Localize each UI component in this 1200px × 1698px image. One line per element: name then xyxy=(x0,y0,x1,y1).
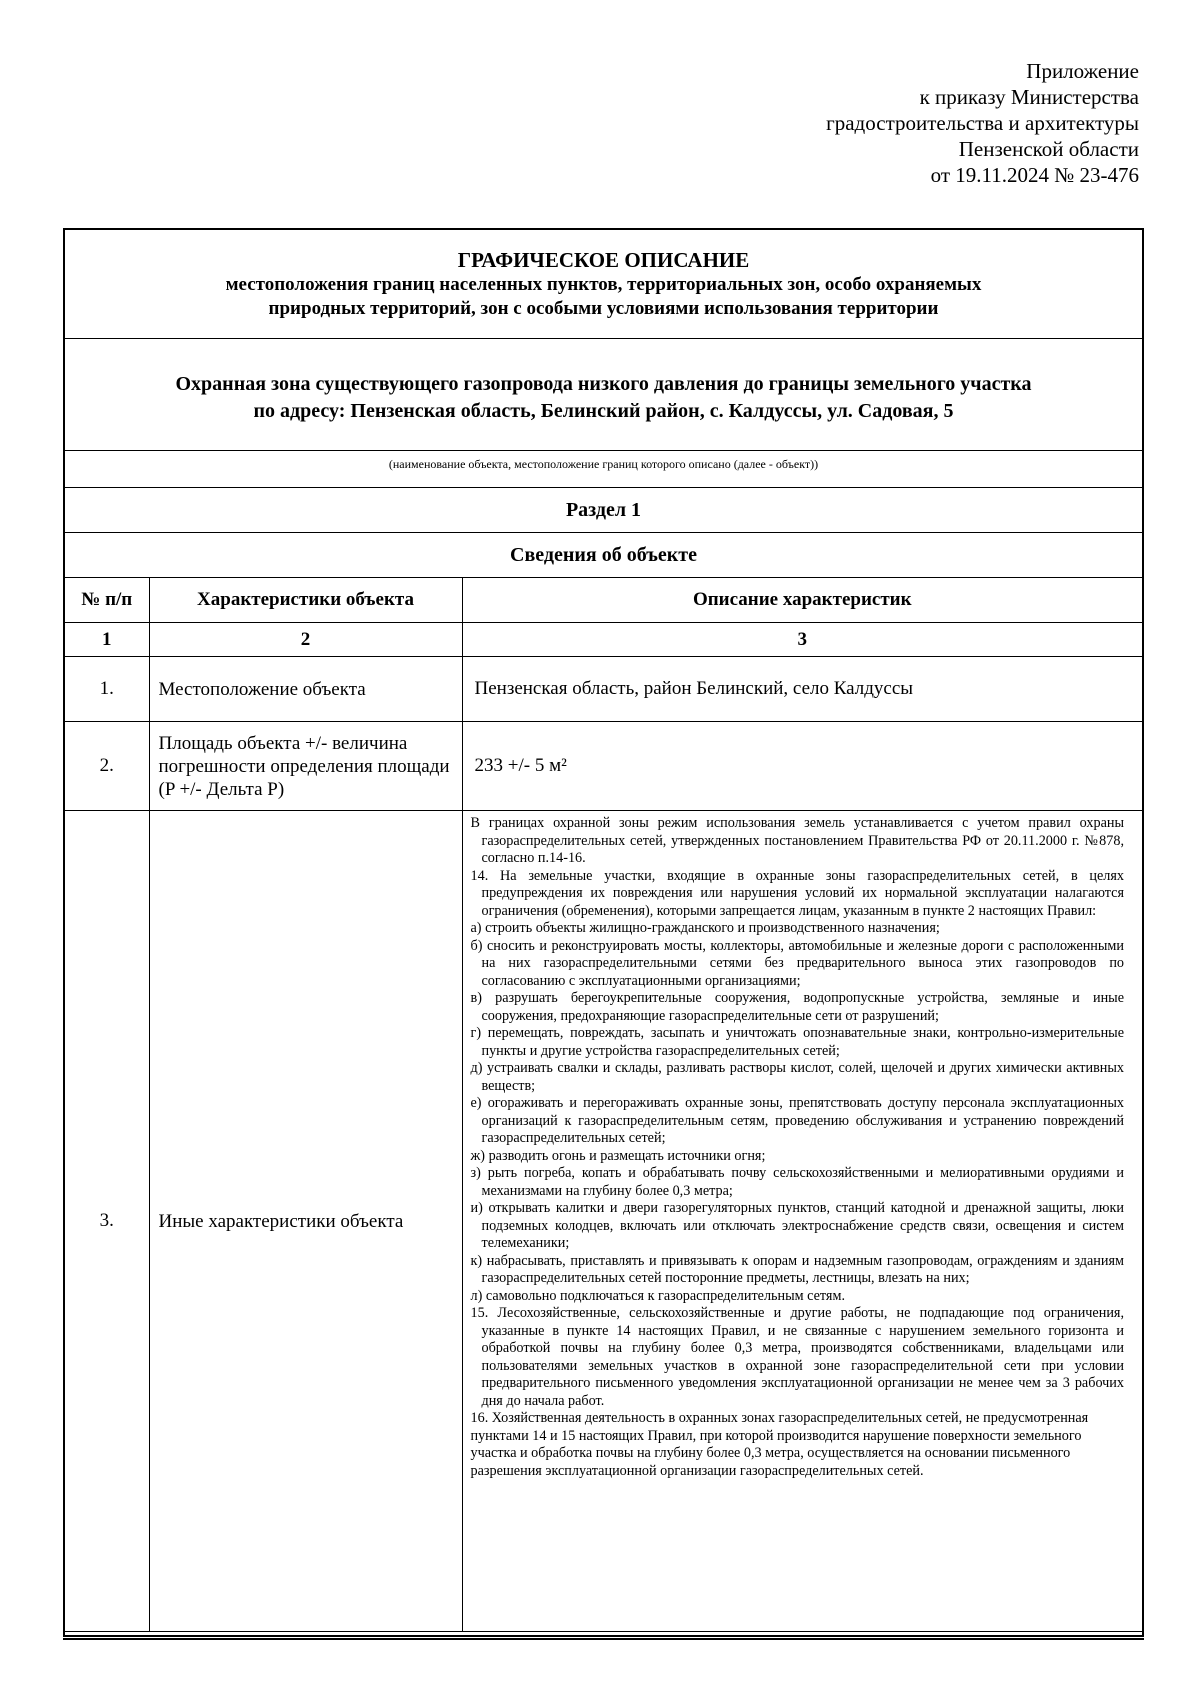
object-name-note: (наименование объекта, местоположение границ которого описано (далее - объект)) xyxy=(65,451,1142,488)
title-block xyxy=(65,230,1142,339)
bottom-border-line xyxy=(63,1638,1144,1640)
row-characteristic: Площадь объекта +/- величина погрешности определения площади (P +/- Дельта P) xyxy=(149,722,462,811)
table-row xyxy=(65,657,1142,722)
document-subtitle-line: природных территорий, зон с особыми условиями использования территории xyxy=(268,298,939,319)
rule-paragraph: и) открывать калитки и двери газорегуляторных пунктов, станций катодной и дренажной защиты, люки подземных колодцев, включать или отключать электроснабжение средств связи, освещения и систем телемеханики; xyxy=(470,1200,1124,1251)
description-table xyxy=(65,230,1142,1632)
rule-paragraph: б) сносить и реконструировать мосты, коллекторы, автомобильные и железные дороги с расположенными на них газораспределительными сетями без предварительного выноса этих газопроводов по согласованию с эксплуатационными организациями; xyxy=(470,937,1124,989)
row-description: 233 +/- 5 м² xyxy=(462,722,1142,811)
document-subtitle-line: местоположения границ населенных пунктов, территориальных зон, особо охраняемых xyxy=(225,274,982,295)
header-cell: Характеристики объекта xyxy=(149,578,462,623)
table-header-row xyxy=(65,578,1142,623)
rule-paragraph: е) огораживать и перегораживать охранные зоны, препятствовать доступу персонала эксплуатационных организаций к газораспределительным сетям, проведению обслуживания и устранению повреждений газораспределительных сетей; xyxy=(470,1095,1124,1146)
rule-paragraph: л) самовольно подключаться к газораспределительным сетям. xyxy=(470,1287,845,1304)
column-number: 1 xyxy=(65,623,149,657)
rule-paragraph: В границах охранной зоны режим использования земель устанавливается с учетом правил охраны газораспределительных сетей, утвержденных постановлением Правительства РФ от 20.11.2000 г. №878, согласно п.14-16. xyxy=(470,815,1124,866)
appendix-line: Пензенской области xyxy=(958,137,1139,161)
row-characteristic: Местоположение объекта xyxy=(149,657,462,722)
rule-paragraph: з) рыть погреба, копать и обрабатывать почву сельскохозяйственными и мелиоративными орудиями и механизмами на глубину более 0,3 метра; xyxy=(470,1165,1124,1199)
row-number: 1. xyxy=(65,657,149,722)
document-frame xyxy=(63,228,1144,1637)
appendix-date-line: от 19.11.2024 № 23-476 xyxy=(930,163,1139,187)
header-cell: Описание характеристик xyxy=(462,578,1142,623)
document-title: ГРАФИЧЕСКОЕ ОПИСАНИЕ xyxy=(457,248,750,272)
rule-paragraph: г) перемещать, повреждать, засыпать и уничтожать опознавательные знаки, контрольно-измерительные пункты и другие устройства газораспределительных сетей; xyxy=(470,1025,1124,1059)
rule-paragraph: 16. Хозяйственная деятельность в охранных зонах газораспределительных сетей, не предусмотренная пунктами 14 и 15 настоящих Правил, при которой производится нарушение поверхности земельного участка и обработка почвы на глубину более 0,3 метра, осуществляется на основании письменного разрешения эксплуатационной организации газораспределительных сетей. xyxy=(470,1410,1089,1479)
section-subtitle: Сведения об объекте xyxy=(65,533,1142,578)
rule-paragraph: д) устраивать свалки и склады, разливать растворы кислот, солей, щелочей и других химически активных веществ; xyxy=(470,1060,1124,1094)
rule-paragraph: 14. На земельные участки, входящие в охранные зоны газораспределительных сетей, в целях предупреждения их повреждения или нарушения условий их нормальной эксплуатации налагаются ограничения (обременения), которыми запрещается лицам, указанным в пункте 2 настоящих Правил: xyxy=(470,867,1124,919)
rule-paragraph: 15. Лесохозяйственные, сельскохозяйственные и другие работы, не подпадающие под ограничения, указанные в пункте 14 настоящих Правил, и не связанные с нарушением земельного горизонта и обработкой почвы на глубину более 0,3 метра, производятся собственниками, владельцами или пользователями земельных участков в охранной зоне газораспределительной сети при условии предварительного письменного уведомления эксплуатационной организации не менее чем за 3 рабочих дня до начала работ. xyxy=(470,1305,1124,1409)
column-number: 3 xyxy=(462,623,1142,657)
object-name-block xyxy=(65,339,1142,451)
appendix-header xyxy=(679,58,1139,188)
column-number: 2 xyxy=(149,623,462,657)
rule-paragraph: ж) разводить огонь и размещать источники огня; xyxy=(470,1147,766,1164)
appendix-line: Приложение xyxy=(1026,59,1139,83)
object-name-line: по адресу: Пензенская область, Белинский район, с. Калдуссы, ул. Садовая, 5 xyxy=(253,399,954,422)
appendix-line: градостроительства и архитектуры xyxy=(826,111,1139,135)
row-number: 3. xyxy=(65,811,149,1632)
table-row xyxy=(65,722,1142,811)
row-description-rules xyxy=(462,811,1142,1632)
section-title: Раздел 1 xyxy=(65,488,1142,533)
header-cell: № п/п xyxy=(65,578,149,623)
row-number: 2. xyxy=(65,722,149,811)
row-characteristic: Иные характеристики объекта xyxy=(149,811,462,1632)
rule-paragraph: а) строить объекты жилищно-гражданского и производственного назначения; xyxy=(470,920,940,936)
rule-paragraph: к) набрасывать, приставлять и привязывать к опорам и надземным газопроводам, ограждениям и зданиям газораспределительных сетей посторонние предметы, лестницы, влезать на них; xyxy=(470,1252,1124,1286)
object-name-line: Охранная зона существующего газопровода низкого давления до границы земельного участка xyxy=(175,372,1032,395)
row-description: Пензенская область, район Белинский, село Калдуссы xyxy=(462,657,1142,722)
column-number-row xyxy=(65,623,1142,657)
appendix-line: к приказу Министерства xyxy=(919,85,1139,109)
rule-paragraph: в) разрушать берегоукрепительные сооружения, водопропускные устройства, земляные и иные сооружения, предохраняющие газораспределительные сети от разрушений; xyxy=(470,990,1124,1024)
table-row xyxy=(65,811,1142,1632)
